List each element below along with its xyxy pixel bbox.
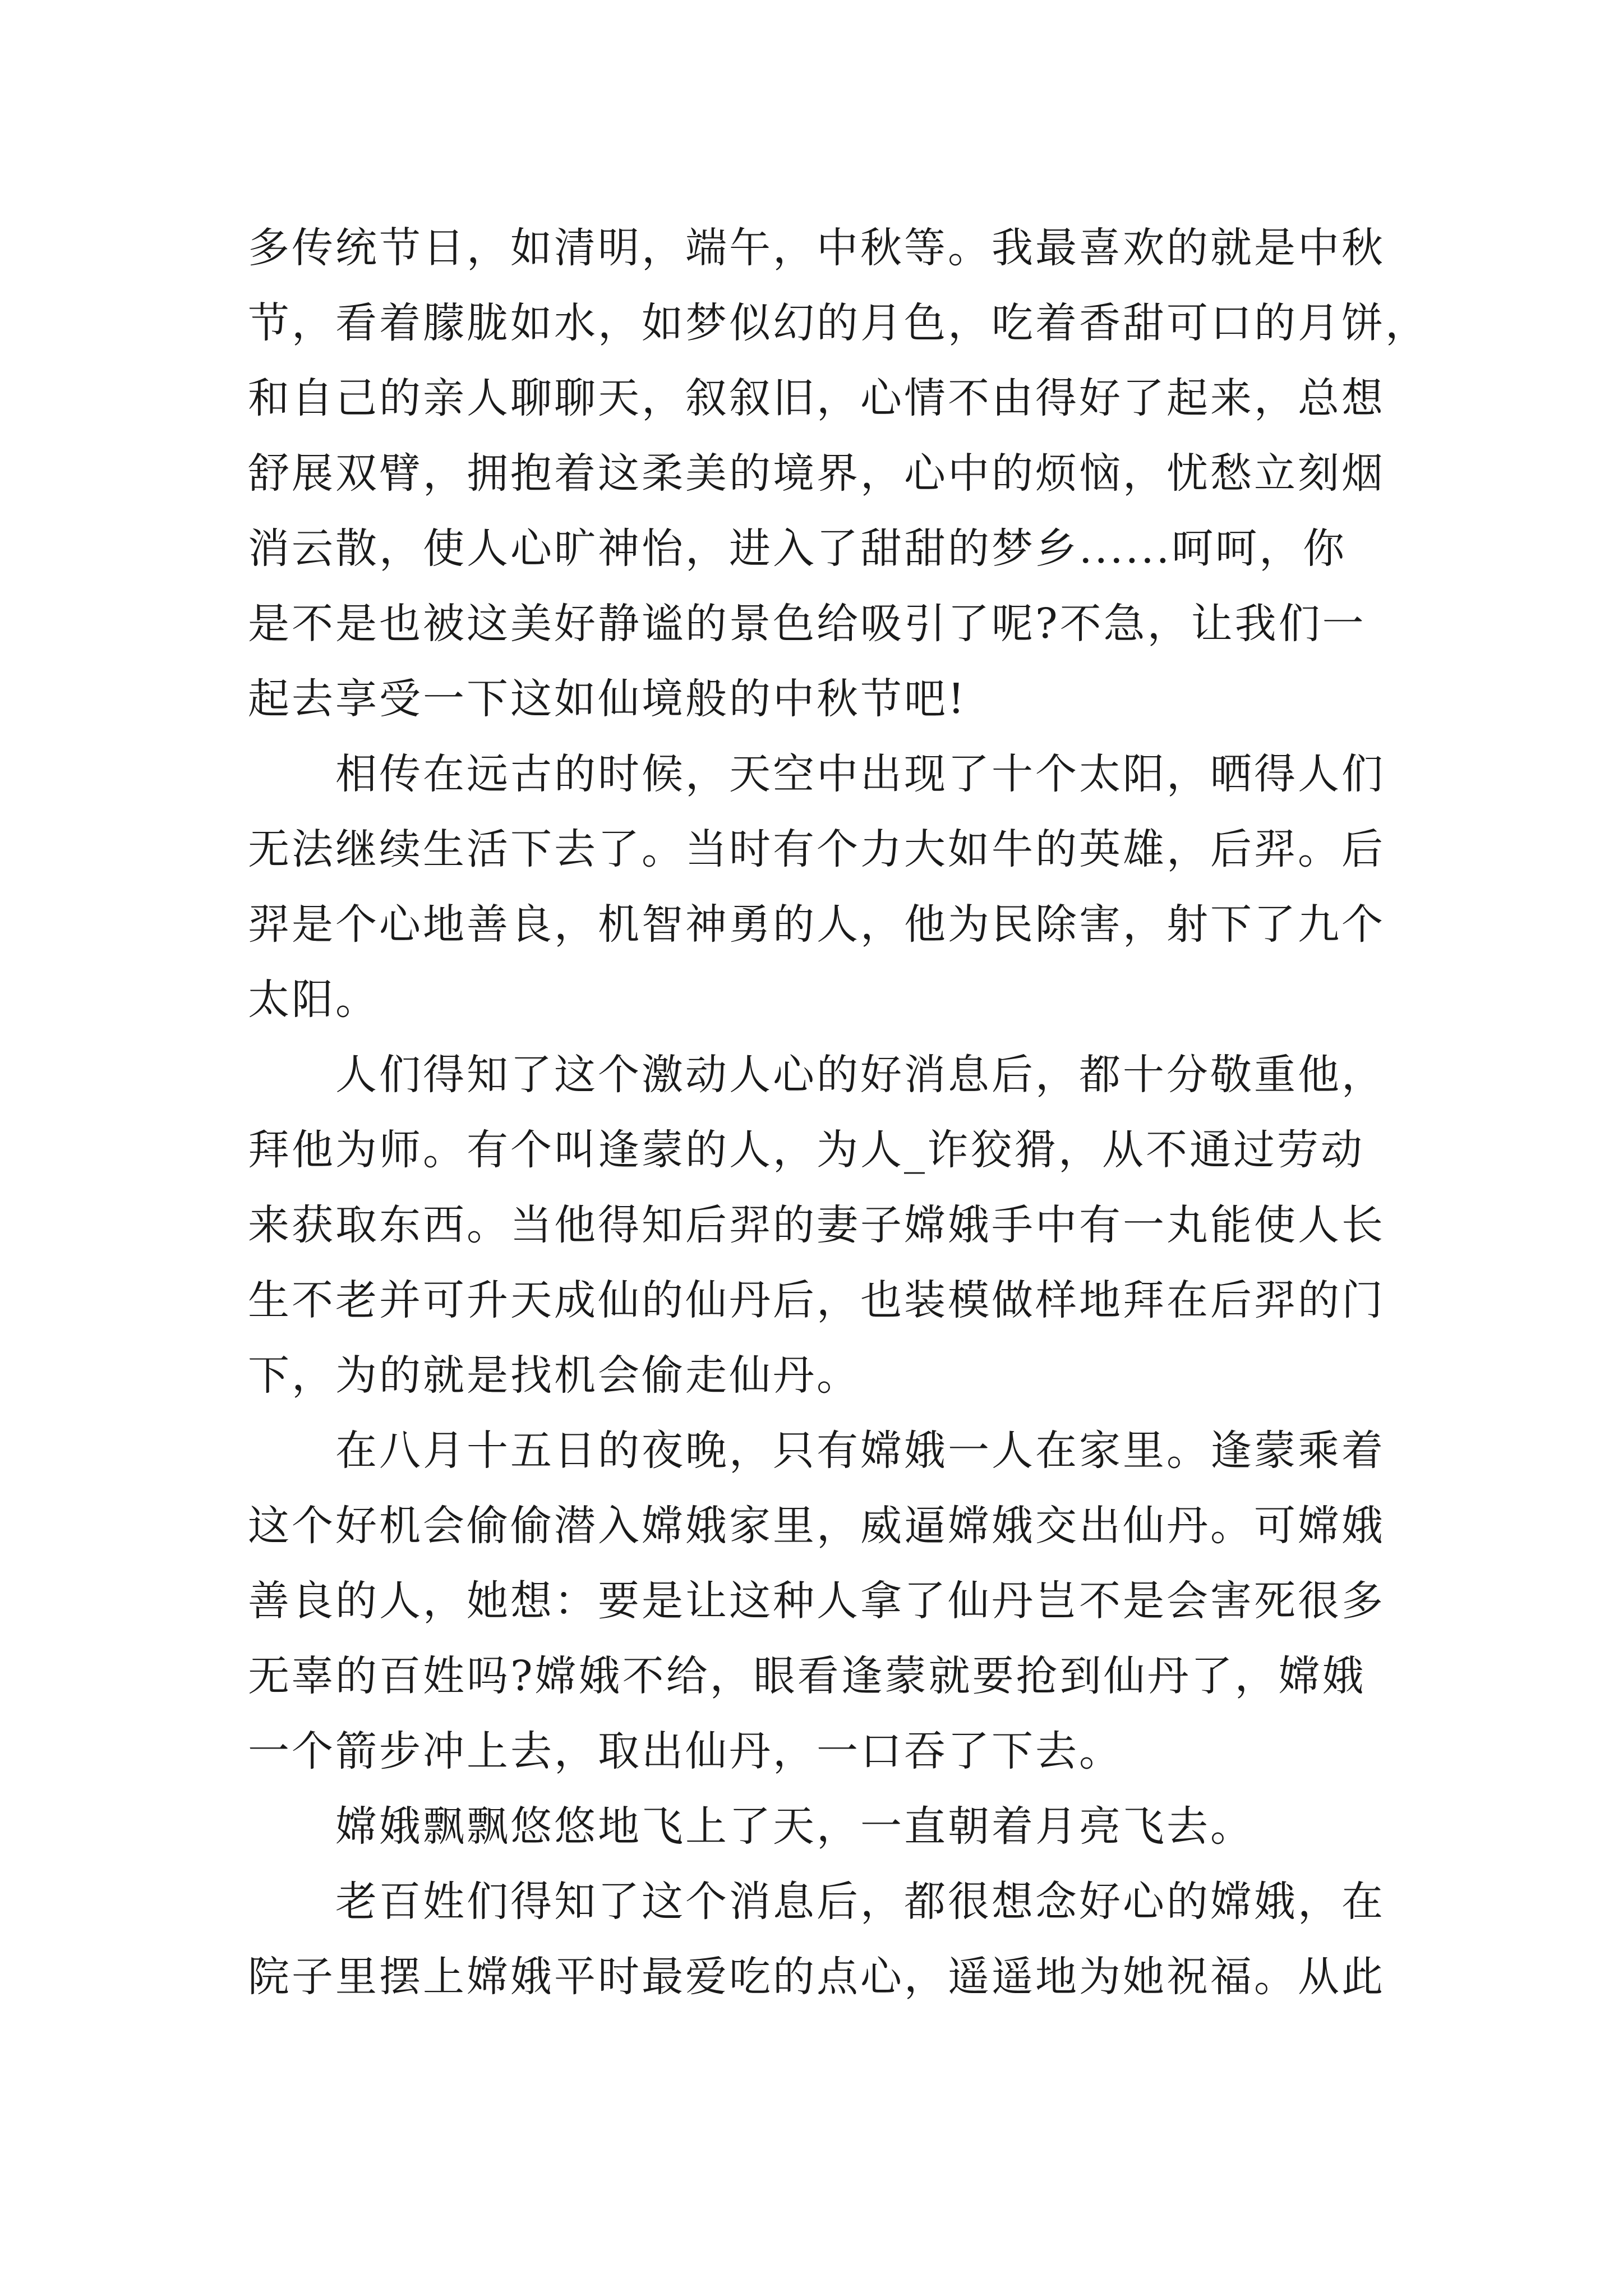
- text-line: 起去享受一下这如仙境般的中秋节吧!: [248, 675, 967, 723]
- text-line: 多传统节日，如清明，端午，中秋等。我最喜欢的就是中秋: [248, 224, 1385, 272]
- text-line: 下，为的就是找机会偷走仙丹。: [248, 1351, 860, 1400]
- text-line: 老百姓们得知了这个消息后，都很想念好心的嫦娥，在: [335, 1878, 1385, 1926]
- text-line: 无辜的百姓吗?嫦娥不给，眼看逢蒙就要抢到仙丹了，嫦娥: [248, 1652, 1366, 1700]
- paragraph: [248, 737, 1386, 1037]
- document-body: [248, 210, 1429, 2014]
- text-line: 人们得知了这个激动人心的好消息后，都十分敬重他，: [335, 1051, 1385, 1099]
- text-line: 善良的人，她想：要是让这种人拿了仙丹岂不是会害死很多: [248, 1577, 1385, 1625]
- text-line: 嫦娥飘飘悠悠地飞上了天，一直朝着月亮飞去。: [335, 1802, 1254, 1851]
- paragraph: [248, 1037, 1386, 1413]
- text-line: 一个箭步冲上去，取出仙丹，一口吞了下去。: [248, 1727, 1123, 1775]
- text-line: 这个好机会偷偷潜入嫦娥家里，威逼嫦娥交出仙丹。可嫦娥: [248, 1502, 1385, 1550]
- text-line: 院子里摆上嫦娥平时最爱吃的点心，遥遥地为她祝福。从此: [248, 1953, 1385, 2001]
- text-line: 无法继续生活下去了。当时有个力大如牛的英雄，后羿。后: [248, 825, 1385, 873]
- text-line: 是不是也被这美好静谧的景色给吸引了呢?不急，让我们一: [248, 600, 1366, 648]
- text-line: 和自己的亲人聊聊天，叙叙旧，心情不由得好了起来，总想: [248, 374, 1385, 422]
- text-line: 相传在远古的时候，天空中出现了十个太阳，晒得人们: [335, 750, 1385, 798]
- text-line: 来获取东西。当他得知后羿的妻子嫦娥手中有一丸能使人长: [248, 1201, 1385, 1249]
- text-line: 节，看着朦胧如水，如梦似幻的月色，吃着香甜可口的月饼，: [248, 299, 1429, 347]
- text-line: 拜他为师。有个叫逢蒙的人，为人_诈狡猾，从不通过劳动: [248, 1126, 1364, 1174]
- text-line: 羿是个心地善良，机智神勇的人，他为民除害，射下了九个: [248, 900, 1385, 949]
- paragraph: [248, 1413, 1386, 1789]
- text-line: 生不老并可升天成仙的仙丹后，也装模做样地拜在后羿的门: [248, 1276, 1385, 1324]
- paragraph: [248, 1864, 1386, 2014]
- text-line: 舒展双臂，拥抱着这柔美的境界，心中的烦恼，忧愁立刻烟: [248, 449, 1385, 498]
- text-line: 太阳。: [248, 976, 379, 1024]
- paragraph: [248, 210, 1429, 737]
- text-line: 在八月十五日的夜晚，只有嫦娥一人在家里。逢蒙乘着: [335, 1427, 1385, 1475]
- text-line: 消云散，使人心旷神怡，进入了甜甜的梦乡......呵呵，你: [248, 524, 1347, 573]
- paragraph: [248, 1789, 1386, 1864]
